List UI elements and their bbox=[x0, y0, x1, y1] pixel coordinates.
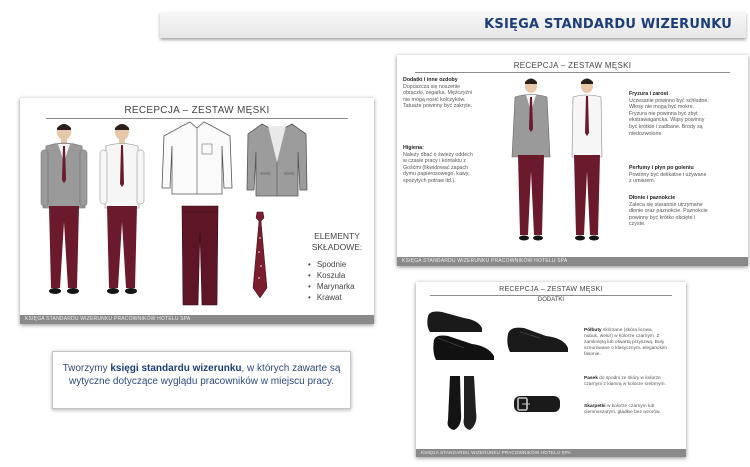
info-box bbox=[52, 351, 351, 409]
belt-icon bbox=[514, 392, 560, 416]
text-block-hands bbox=[629, 195, 709, 228]
man-in-jacket-illustration bbox=[509, 77, 553, 245]
trousers-icon bbox=[181, 206, 219, 305]
shoe-icon bbox=[506, 322, 570, 356]
text-body: Należy dbać o świeży oddech w czasie pracy i kontaktu z Gośćmi (likwidować zapach dymu papierosowego, kawy, spożytych potraw itd.). bbox=[403, 151, 473, 184]
header-bar bbox=[160, 12, 746, 38]
slide-title: RECEPCJA – ZESTAW MĘSKI bbox=[499, 286, 603, 293]
divider bbox=[46, 118, 348, 119]
socks-icon bbox=[446, 376, 482, 434]
text-block-shoes bbox=[584, 328, 668, 358]
man-in-shirt-illustration bbox=[96, 122, 148, 298]
text-heading: Fryzura i zarost bbox=[629, 91, 669, 97]
slide-footer: KSIĘGA STANDARDU WIZERUNKU PRACOWNIKÓW HOTELU SPA bbox=[416, 449, 686, 457]
text-heading: Pasek bbox=[584, 376, 600, 381]
text-block-hair bbox=[629, 91, 709, 137]
text-body: Uczesanie powinno być schludne. Włosy nie mogą być mokre. Fryzura nie powinna być zbyt ekstrawagancka. Wąsy powinny być krótkie i zadbane. Brody są niedozwolone. bbox=[629, 97, 709, 137]
elements-box bbox=[306, 231, 368, 303]
slide-title: RECEPCJA – ZESTAW MĘSKI bbox=[124, 105, 270, 116]
slide-footer: KSIĘGA STANDARDU WIZERUNKU PRACOWNIKÓW HOTELU SPA bbox=[397, 257, 748, 266]
text-heading: Higiena: bbox=[403, 145, 424, 151]
info-suffix: , w których zawarte są wytyczne dotyczące wyglądu pracowników w miejscu pracy. bbox=[69, 363, 341, 387]
divider bbox=[430, 295, 672, 296]
slide-title: RECEPCJA – ZESTAW MĘSKI bbox=[513, 61, 632, 70]
man-in-jacket-illustration bbox=[38, 122, 90, 298]
shirt-icon bbox=[160, 122, 235, 194]
text-heading: Dłonie i paznokcie bbox=[629, 195, 676, 201]
text-block-accessories bbox=[403, 77, 477, 110]
slide-top-right[interactable] bbox=[397, 55, 748, 266]
slide-main[interactable] bbox=[20, 98, 374, 324]
jacket-icon bbox=[246, 122, 308, 196]
info-text bbox=[59, 362, 344, 388]
shoes-icon bbox=[424, 308, 496, 366]
info-highlight: księgi standardu wizerunku bbox=[110, 363, 242, 374]
text-heading: Perfumy i płyn po goleniu bbox=[629, 165, 694, 171]
list-item: • Koszula bbox=[308, 270, 368, 281]
info-prefix: Tworzymy bbox=[62, 363, 111, 374]
text-body: Zaleca się starannie utrzymane dłonie oraz paznokcie. Paznokcie powinny być krótko obcięte i czyste. bbox=[629, 201, 708, 228]
text-block-hygiene bbox=[403, 145, 477, 185]
text-block-belt bbox=[584, 376, 668, 388]
text-heading: Półbuty bbox=[584, 328, 603, 333]
divider bbox=[415, 72, 730, 73]
text-heading: Dodatki i inne ozdoby bbox=[403, 77, 458, 83]
slide-footer: KSIĘGA STANDARDU WIZERUNKU PRACOWNIKÓW HOTELU SPA bbox=[20, 315, 374, 324]
text-body: do spodni ze skóry w kolorze czarnym z klamrą w kolorze srebrnym. bbox=[584, 376, 666, 387]
list-item: • Spodnie bbox=[308, 259, 368, 270]
text-body: Dopuszcza się noszenie obrączki, zegarka. Mężczyźni nie mogą nosić kolczyków. Tatuaże powinny być zakryte. bbox=[403, 83, 473, 110]
text-body: w kolorze czarnym lub ciemnoszarym, gładkie bez wzorów. bbox=[584, 404, 661, 415]
text-block-perfume bbox=[629, 165, 709, 185]
man-in-shirt-illustration bbox=[565, 77, 609, 245]
slide-subtitle: DODATKI bbox=[537, 297, 565, 303]
list-item: • Krawat bbox=[308, 292, 368, 303]
text-body: Powinny być delikatne i używane z umiarem. bbox=[629, 171, 707, 185]
elements-title: ELEMENTY SKŁADOWE: bbox=[311, 231, 363, 252]
text-body: skórzane (skóra licowa, nubuk, welur) w kolorze czarnym. Z zamkniętą lub otwartą przyszwą. Buty sznurowane o klasycznym, eleganckim fasonie. bbox=[584, 328, 667, 357]
tie-icon bbox=[252, 212, 268, 298]
text-heading: Skarpetki bbox=[584, 404, 607, 409]
slide-bottom-right[interactable] bbox=[416, 282, 686, 457]
list-item: • Marynarka bbox=[308, 281, 368, 292]
page-title: KSIĘGA STANDARDU WIZERUNKU bbox=[484, 17, 732, 32]
elements-list bbox=[306, 259, 368, 303]
text-block-socks bbox=[584, 404, 668, 416]
